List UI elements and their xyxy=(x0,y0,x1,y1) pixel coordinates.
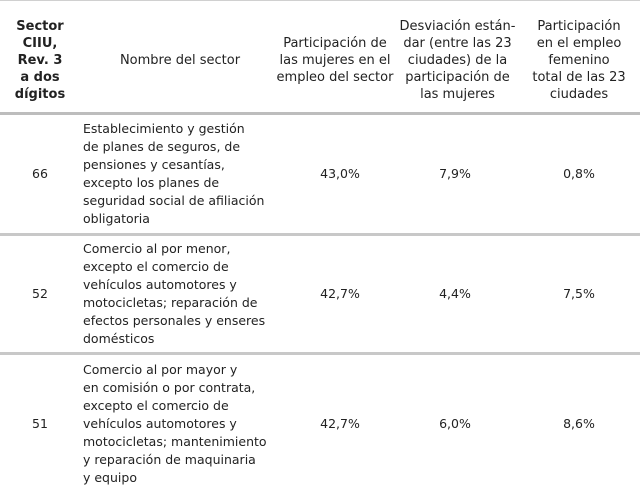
table-row-2-name xyxy=(83,236,283,352)
table-row-2-part-empleo xyxy=(522,236,636,352)
table-row-2-code xyxy=(10,236,70,352)
row-2-code-text: 52 xyxy=(32,286,48,301)
row-1-part-empleo-text: 0,8% xyxy=(563,166,595,181)
header-code xyxy=(10,10,70,110)
table-row-2-desviacion xyxy=(395,236,515,352)
row-1-part-mujeres-text: 43,0% xyxy=(320,166,360,181)
row-2-desviacion-text: 4,4% xyxy=(439,286,471,301)
table-row-1-desviacion xyxy=(395,115,515,233)
row-3-part-empleo-text: 8,6% xyxy=(563,416,595,431)
header-part-empleo-text: Participación en el empleo femenino total de las 23 ciudades xyxy=(532,18,626,102)
table-row-3-part-empleo xyxy=(522,355,636,493)
table-row-3-part-mujeres xyxy=(275,355,405,493)
table-row-3-code xyxy=(10,355,70,493)
row-3-desviacion-text: 6,0% xyxy=(439,416,471,431)
table-row-3-desviacion xyxy=(395,355,515,493)
header-part-empleo xyxy=(522,10,636,110)
table-top-border xyxy=(0,0,640,1)
table-row-3-name xyxy=(83,355,283,493)
table-row-1-code xyxy=(10,115,70,233)
row-2-part-mujeres-text: 42,7% xyxy=(320,286,360,301)
table-row-1-part-empleo xyxy=(522,115,636,233)
header-name xyxy=(80,10,280,110)
header-code-text: Sector CIIU, Rev. 3 a dos dígitos xyxy=(14,18,66,102)
row-1-name-text: Establecimiento y gestión de planes de seguros, de pensiones y cesantías, excepto los planes de seguridad social de afiliación obligatoria xyxy=(83,121,265,226)
row-3-part-mujeres-text: 42,7% xyxy=(320,416,360,431)
row-2-name-text: Comercio al por menor, excepto el comercio de vehículos automotores y motocicletas; reparación de efectos personales y enseres domésticos xyxy=(83,241,266,346)
row-1-code-text: 66 xyxy=(32,166,48,181)
row-1-desviacion-text: 7,9% xyxy=(439,166,471,181)
table-row-1-name xyxy=(83,115,283,233)
header-part-mujeres xyxy=(275,10,395,110)
header-name-text: Nombre del sector xyxy=(119,52,241,68)
header-desviacion xyxy=(395,10,520,110)
header-desviacion-text: Desviación están- dar (entre las 23 ciudades) de la participación de las mujeres xyxy=(399,18,516,102)
header-part-mujeres-text: Participación de las mujeres en el empleo del sector xyxy=(276,35,394,85)
row-3-code-text: 51 xyxy=(32,416,48,431)
table-row-2-part-mujeres xyxy=(275,236,405,352)
row-3-name-text: Comercio al por mayor y en comisión o por contrata, excepto el comercio de vehículos automotores y motocicletas; mantenimiento y reparación de maquinaria y equipo xyxy=(83,362,267,485)
table-row-1-part-mujeres xyxy=(275,115,405,233)
row-2-part-empleo-text: 7,5% xyxy=(563,286,595,301)
